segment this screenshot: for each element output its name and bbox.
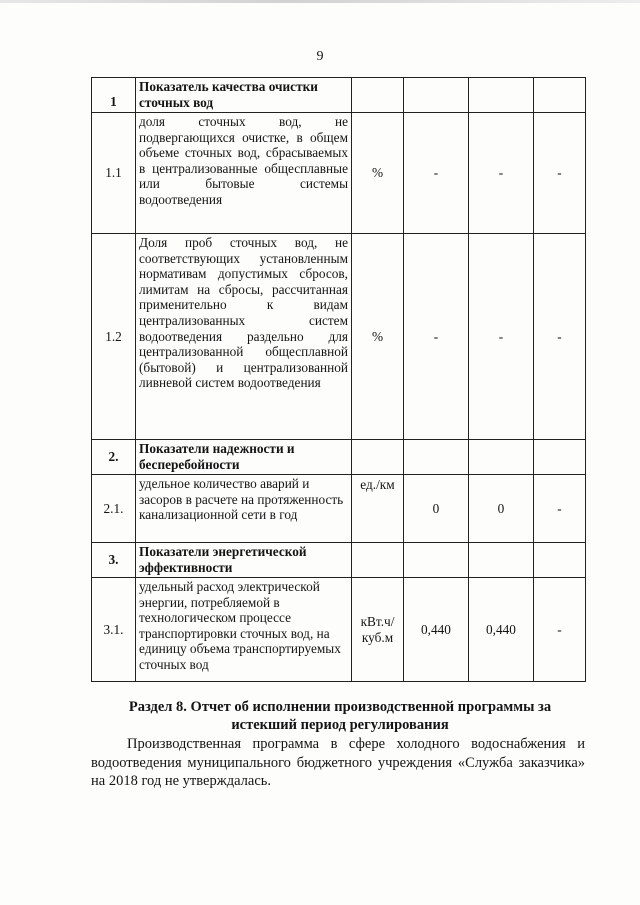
row-value-2 (469, 78, 534, 113)
row-description: удельное количество аварий и засоров в расчете на протяженность канализационной сети в год (136, 475, 352, 543)
row-description: Показатели энергетической эффективности (136, 543, 352, 578)
table-row (92, 543, 586, 578)
row-value-3: - (534, 113, 586, 234)
row-description: удельный расход электрической энергии, потребляемой в технологическом процессе транспортировки сточных вод, на единицу объема транспортируемых сточных вод (136, 578, 352, 682)
row-number: 1.1 (92, 113, 136, 234)
page-number: 9 (316, 49, 324, 64)
row-value-1: 0,440 (404, 578, 469, 682)
row-number: 2.1. (92, 475, 136, 543)
table-row (92, 78, 586, 113)
row-unit: ед./км (352, 475, 404, 543)
row-value-1 (404, 440, 469, 475)
row-unit: % (352, 113, 404, 234)
row-description: Доля проб сточных вод, не соответствующих установленным нормативам допустимых сбросов, лимитам на сбросы, рассчитанная применительно к видам централизованных систем водоотведения раздельно для централизованной общесплавной (бытовой) и централизованной ливневой систем водоотведения (136, 234, 352, 440)
table-row (92, 113, 586, 234)
row-value-3 (534, 543, 586, 578)
row-value-2 (469, 440, 534, 475)
section-title: Раздел 8. Отчет об исполнении производственной программы за истекший период регулирования (128, 699, 552, 733)
row-unit (352, 543, 404, 578)
row-number: 2. (92, 440, 136, 475)
row-value-1: - (404, 113, 469, 234)
row-unit: % (352, 234, 404, 440)
row-value-1 (404, 543, 469, 578)
row-number: 3. (92, 543, 136, 578)
row-description: Показатель качества очистки сточных вод (136, 78, 352, 113)
row-number: 1 (92, 78, 136, 113)
row-value-3: - (534, 475, 586, 543)
scan-edge (0, 0, 640, 3)
row-number: 3.1. (92, 578, 136, 682)
row-value-3: - (534, 234, 586, 440)
indicators-table (91, 77, 586, 682)
row-unit (352, 440, 404, 475)
table-row (92, 475, 586, 543)
row-value-2: - (469, 113, 534, 234)
row-description: доля сточных вод, не подвергающихся очистке, в общем объеме сточных вод, сбрасываемых в централизованные общесплавные или бытовые системы водоотведения (136, 113, 352, 234)
table-row (92, 578, 586, 682)
row-value-2: 0 (469, 475, 534, 543)
row-value-2: 0,440 (469, 578, 534, 682)
row-number: 1.2 (92, 234, 136, 440)
table-row (92, 440, 586, 475)
row-value-3 (534, 78, 586, 113)
section-paragraph: Производственная программа в сфере холодного водоснабжения и водоотведения муниципального бюджетного учреждения «Служба заказчика» на 2018 год не утверждалась. (91, 736, 585, 789)
row-value-2 (469, 543, 534, 578)
row-value-1: 0 (404, 475, 469, 543)
row-value-1: - (404, 234, 469, 440)
row-description: Показатели надежности и бесперебойности (136, 440, 352, 475)
row-unit: кВт.ч/ куб.м (352, 578, 404, 682)
row-value-2: - (469, 234, 534, 440)
row-unit (352, 78, 404, 113)
row-value-3 (534, 440, 586, 475)
table-row (92, 234, 586, 440)
row-value-3: - (534, 578, 586, 682)
row-value-1 (404, 78, 469, 113)
